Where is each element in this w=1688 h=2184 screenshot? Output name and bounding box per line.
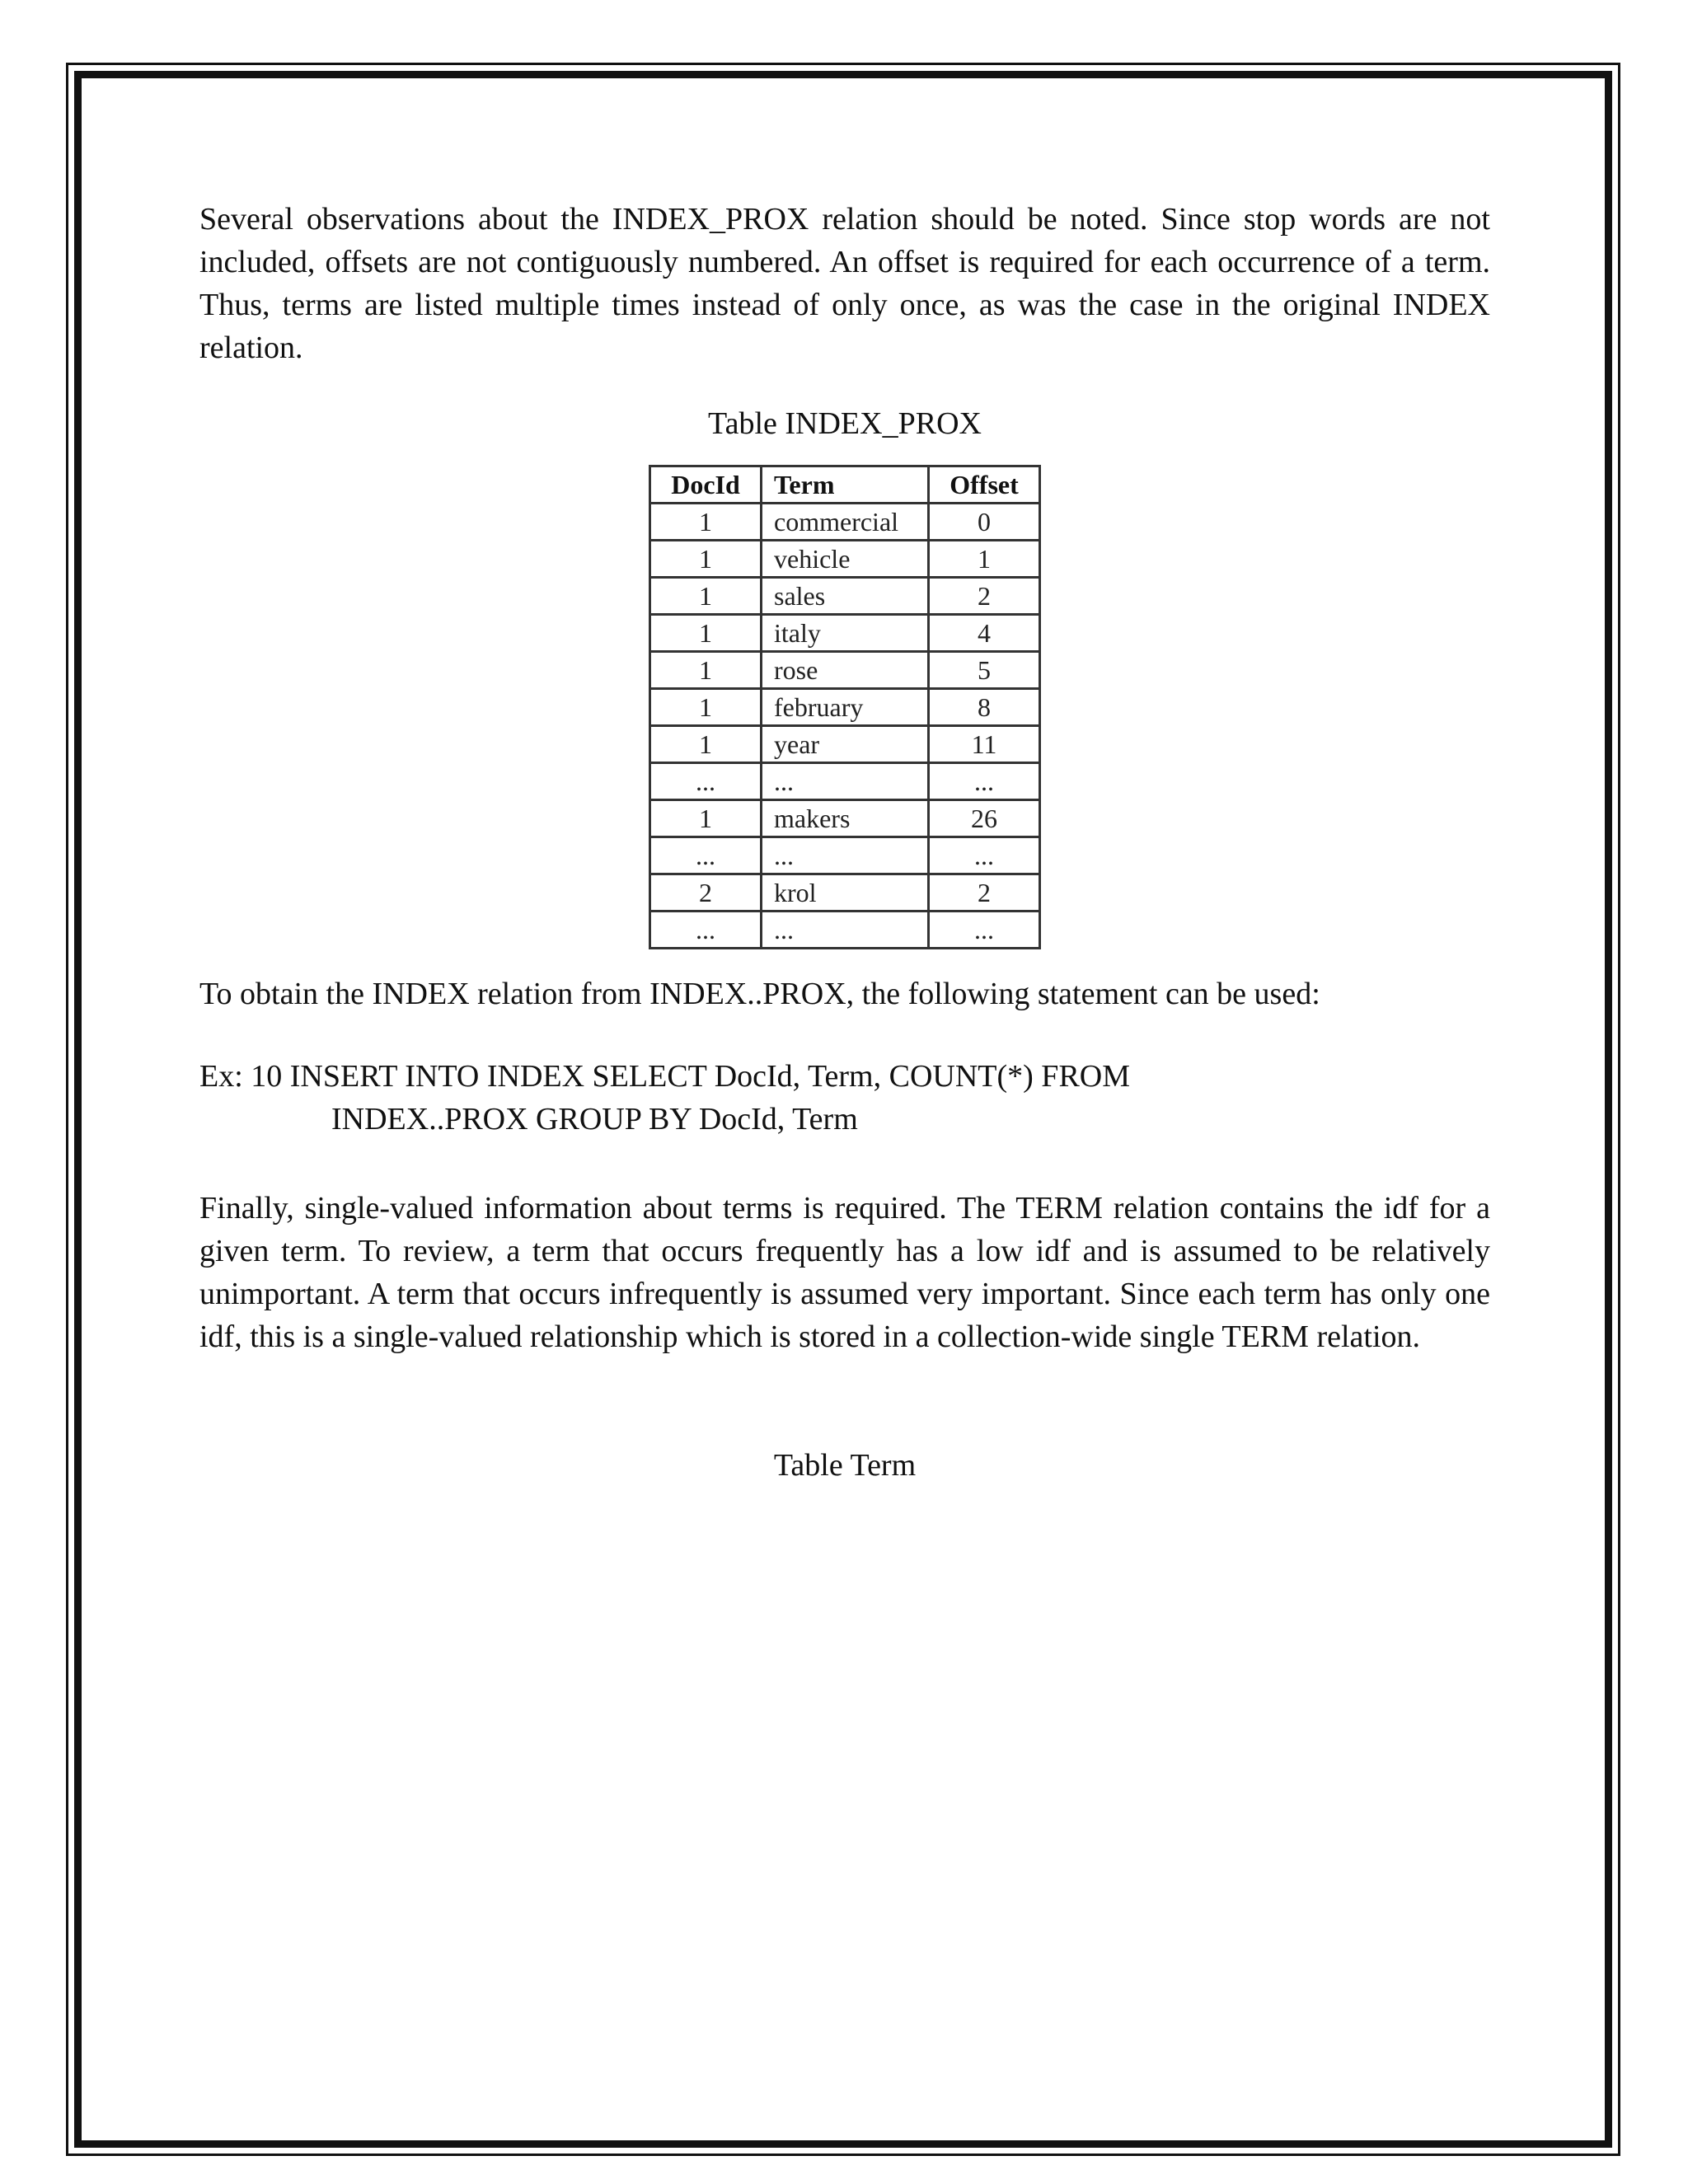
cell-term: italy: [762, 615, 929, 652]
table-row: [650, 912, 1040, 949]
cell-term: krol: [762, 874, 929, 912]
cell-docid: 1: [650, 652, 762, 689]
cell-docid: 2: [650, 874, 762, 912]
cell-offset: 1: [929, 541, 1040, 578]
page-content: [199, 198, 1490, 1487]
cell-offset: 0: [929, 504, 1040, 541]
cell-offset: 2: [929, 874, 1040, 912]
cell-docid: ...: [650, 763, 762, 800]
cell-offset: 8: [929, 689, 1040, 726]
cell-term: sales: [762, 578, 929, 615]
cell-term: february: [762, 689, 929, 726]
cell-offset: ...: [929, 912, 1040, 949]
cell-term: ...: [762, 837, 929, 874]
table-row: [650, 541, 1040, 578]
cell-offset: 26: [929, 800, 1040, 837]
cell-docid: 1: [650, 726, 762, 763]
cell-term: ...: [762, 763, 929, 800]
cell-offset: 5: [929, 652, 1040, 689]
table-row: [650, 763, 1040, 800]
table-row: [650, 800, 1040, 837]
sql-example-line-1: Ex: 10 INSERT INTO INDEX SELECT DocId, Term, COUNT(*) FROM: [199, 1059, 1131, 1094]
cell-docid: 1: [650, 615, 762, 652]
sql-example-line-2: INDEX..PROX GROUP BY DocId, Term: [331, 1102, 858, 1137]
cell-docid: ...: [650, 912, 762, 949]
table-row: [650, 874, 1040, 912]
cell-term: rose: [762, 652, 929, 689]
table-row: [650, 578, 1040, 615]
obtain-paragraph: To obtain the INDEX relation from INDEX..PROX, the following statement can be used:: [199, 977, 1320, 1011]
cell-offset: 11: [929, 726, 1040, 763]
sql-example: [199, 1055, 1490, 1141]
table-row: [650, 837, 1040, 874]
cell-offset: 2: [929, 578, 1040, 615]
cell-term: makers: [762, 800, 929, 837]
cell-term: commercial: [762, 504, 929, 541]
table-row: [650, 726, 1040, 763]
table-caption-index-prox: Table INDEX_PROX: [708, 406, 982, 441]
index-prox-table-wrap: [199, 465, 1490, 949]
table-row: [650, 615, 1040, 652]
cell-offset: ...: [929, 837, 1040, 874]
cell-term: year: [762, 726, 929, 763]
cell-term: ...: [762, 912, 929, 949]
header-docid: DocId: [650, 466, 762, 504]
cell-docid: 1: [650, 578, 762, 615]
cell-offset: 4: [929, 615, 1040, 652]
table-header-row: [650, 466, 1040, 504]
table-row: [650, 504, 1040, 541]
cell-docid: ...: [650, 837, 762, 874]
cell-term: vehicle: [762, 541, 929, 578]
header-term: Term: [762, 466, 929, 504]
header-offset: Offset: [929, 466, 1040, 504]
index-prox-table: [649, 465, 1041, 949]
final-paragraph: Finally, single-valued information about terms is required. The TERM relation contains the idf for a given term. To review, a term that occurs frequently has a low idf and is assumed to be relatively unimportant. A term that occurs infrequently is assumed very important. Since each term has only one idf, this is a single-valued relationship which is stored in a collection-wide single TERM relation.: [199, 1191, 1490, 1354]
cell-docid: 1: [650, 689, 762, 726]
cell-offset: ...: [929, 763, 1040, 800]
cell-docid: 1: [650, 800, 762, 837]
table-row: [650, 652, 1040, 689]
table-row: [650, 689, 1040, 726]
cell-docid: 1: [650, 504, 762, 541]
cell-docid: 1: [650, 541, 762, 578]
table-caption-term: Table Term: [773, 1448, 917, 1483]
intro-paragraph: Several observations about the INDEX_PROX relation should be noted. Since stop words are not included, offsets are not contiguously numbered. An offset is required for each occurrence of a term. Thus, terms are listed multiple times instead of only once, as was the case in the original INDEX relation.: [199, 202, 1490, 365]
